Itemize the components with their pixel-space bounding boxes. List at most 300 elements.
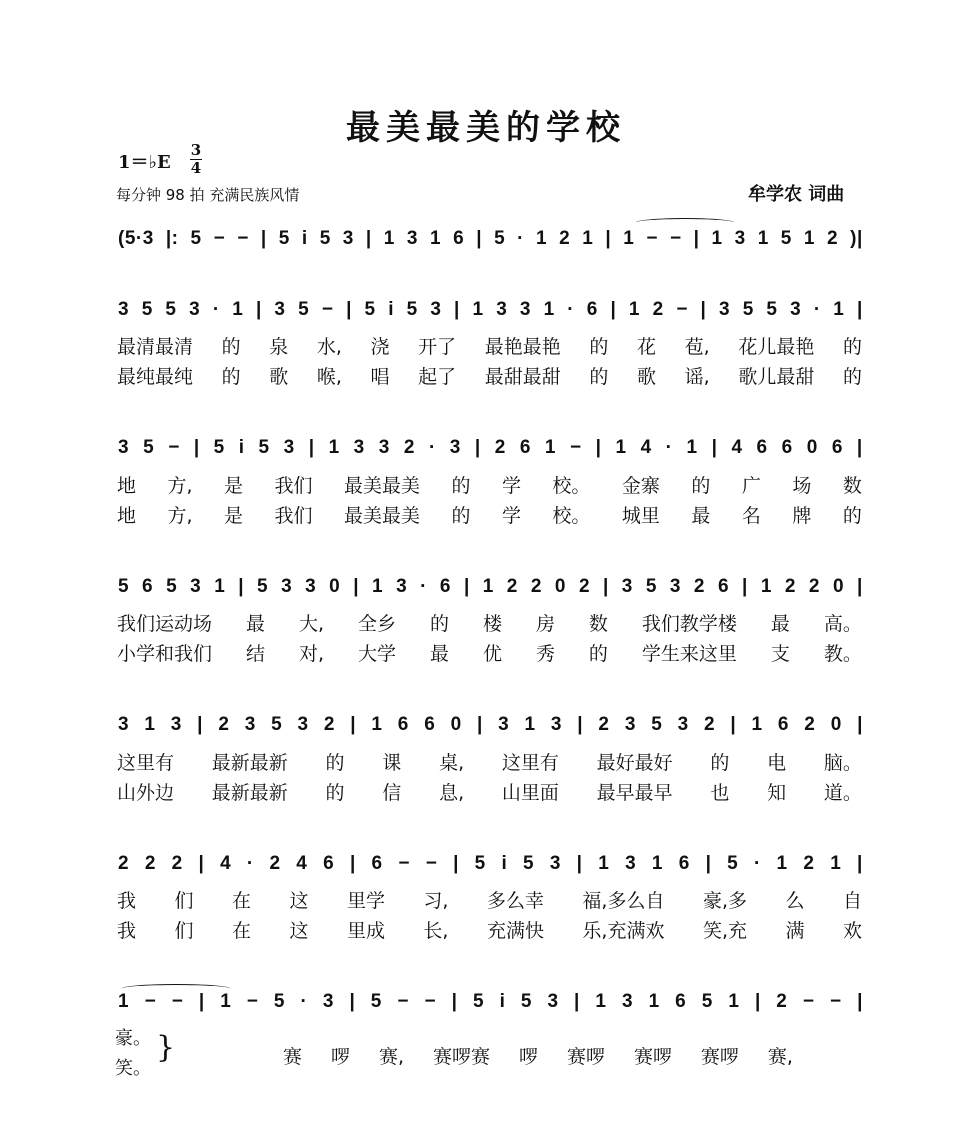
note-token: 1 <box>582 228 594 249</box>
note-token: 1 <box>760 576 772 597</box>
note-token: 5 <box>364 299 376 320</box>
lyric-syllable: 的 <box>325 782 345 804</box>
note-token: 6 <box>678 853 690 874</box>
note-token: 0 <box>450 714 462 735</box>
note-token: 3 <box>322 991 334 1012</box>
barline: | <box>857 714 863 735</box>
lyric-syllable: 在 <box>231 920 251 942</box>
barline: | <box>353 576 360 597</box>
note-token: 2 <box>559 228 571 249</box>
note-token: 1 <box>757 228 769 249</box>
note-token: 1 <box>383 228 395 249</box>
barline: | <box>711 437 718 458</box>
lyric-syllable: 地 <box>117 505 137 527</box>
note-token: 3 <box>118 299 130 320</box>
lyric-syllable: 学 <box>501 475 521 497</box>
note-token: 2 <box>776 991 788 1012</box>
note-token: 3 <box>118 437 130 458</box>
note-token: 5 <box>523 853 535 874</box>
note-token: − <box>830 991 842 1012</box>
note-token: − <box>213 228 226 249</box>
lyric-syllable: 么 <box>785 890 805 912</box>
note-token: 6 <box>781 437 793 458</box>
note-token: 5 <box>141 299 153 320</box>
note-token: 1 <box>598 853 610 874</box>
note-token: 3 <box>496 299 508 320</box>
note-token: 4 <box>220 853 232 874</box>
barline: | <box>260 228 267 249</box>
note-token: 5 <box>190 228 202 249</box>
barline: | <box>693 228 700 249</box>
note-token: 3 <box>498 714 510 735</box>
system-3-lyrics-verse-2 <box>117 501 862 528</box>
note-token: 3 <box>621 991 634 1012</box>
lyric-syllable: 方, <box>167 505 193 527</box>
note-token: 5 <box>406 299 418 320</box>
lyric-syllable: 最 <box>691 505 711 527</box>
note-token: 5 <box>257 576 269 597</box>
system-6-lyrics-verse-2 <box>117 916 862 943</box>
note-token: · <box>753 853 761 874</box>
lyric-syllable: 学生来这里 <box>641 643 737 665</box>
lyric-syllable: 啰 <box>518 1046 538 1068</box>
note-token: i <box>388 299 394 320</box>
barline: | <box>705 853 712 874</box>
note-token: 3 <box>669 576 681 597</box>
note-token: 3 <box>378 437 390 458</box>
lyric-syllable: 山里面 <box>501 782 559 804</box>
system-5-lyrics-verse-1 <box>117 748 862 775</box>
barline: |: <box>165 228 179 249</box>
note-token: 6 <box>453 228 465 249</box>
note-token: 3 <box>734 228 746 249</box>
note-token: 3 <box>519 299 531 320</box>
note-token: 2 <box>171 853 183 874</box>
note-token: (5·3 <box>118 228 154 249</box>
note-token: 1 <box>372 576 384 597</box>
lyric-syllable: 们 <box>174 890 194 912</box>
barline: | <box>730 714 737 735</box>
note-token: − <box>398 853 410 874</box>
lyric-syllable: 歌儿最甜 <box>738 366 815 388</box>
lyric-syllable: 的 <box>429 613 449 635</box>
lyric-syllable: 自 <box>842 890 862 912</box>
system-7-lyrics-end-1: 豪。 <box>115 1028 151 1049</box>
system-4-lyrics-verse-1 <box>117 609 862 636</box>
note-token: 3 <box>719 299 731 320</box>
lyric-syllable: 花儿最艳 <box>738 336 815 358</box>
note-token: 1 <box>628 299 640 320</box>
note-token: 6 <box>675 991 687 1012</box>
lyric-syllable: 满 <box>785 920 805 942</box>
lyric-syllable: 长, <box>423 920 449 942</box>
note-token: · <box>246 853 254 874</box>
note-token: − <box>802 991 815 1012</box>
lyric-syllable: 谣, <box>684 366 710 388</box>
note-token: 5 <box>645 576 657 597</box>
note-token: 2 <box>403 437 415 458</box>
lyric-syllable: 是 <box>224 505 244 527</box>
note-token: 3 <box>244 714 256 735</box>
lyric-syllable: 水, <box>316 336 342 358</box>
note-token: 2 <box>598 714 610 735</box>
barline: | <box>463 576 470 597</box>
note-token: 1 <box>615 437 627 458</box>
note-token: − <box>425 853 438 874</box>
lyric-syllable: 山外边 <box>117 782 175 804</box>
note-token: − <box>397 991 409 1012</box>
note-token: 2 <box>118 853 130 874</box>
lyric-syllable: 大学 <box>357 643 396 665</box>
note-token: 3 <box>550 714 562 735</box>
lyric-syllable: 校。 <box>552 505 591 527</box>
note-token: 5 <box>727 853 739 874</box>
lyric-syllable: 最 <box>429 643 449 665</box>
note-token: 6 <box>397 714 409 735</box>
note-token: 3 <box>677 714 689 735</box>
lyric-syllable: 方, <box>167 475 193 497</box>
barline: | <box>346 299 352 320</box>
key-signature: 1＝♭E <box>118 152 171 173</box>
barline: | <box>198 991 205 1012</box>
system-3-lyrics-verse-1 <box>117 471 862 498</box>
lyric-syllable: 对, <box>298 643 325 665</box>
barline: | <box>856 437 863 458</box>
note-token: 1 <box>144 714 156 735</box>
lyric-syllable: 知 <box>767 782 787 804</box>
lyric-syllable: 我 <box>117 890 137 912</box>
time-signature <box>190 143 202 176</box>
note-token: 2 <box>693 576 705 597</box>
note-token: 6 <box>831 437 843 458</box>
lyric-syllable: 赛啰 <box>700 1046 739 1068</box>
lyric-syllable: 房 <box>535 613 555 635</box>
lyric-syllable: 笑,充 <box>702 920 747 942</box>
lyric-syllable: 喉, <box>316 366 342 388</box>
note-token: i <box>238 437 245 458</box>
note-token: − <box>321 299 334 320</box>
note-token: 1 <box>776 853 788 874</box>
note-token: 0 <box>329 576 341 597</box>
lyric-syllable: 教。 <box>823 643 862 665</box>
note-token: 5 <box>520 991 532 1012</box>
lyric-syllable: 多么幸 <box>486 890 544 912</box>
note-token: 2 <box>323 714 335 735</box>
barline: | <box>577 714 584 735</box>
note-token: − <box>246 991 259 1012</box>
note-token: 1 <box>830 853 842 874</box>
note-token: 3 <box>624 714 636 735</box>
note-token: 5 <box>143 437 155 458</box>
lyric-syllable: 我们教学楼 <box>641 613 737 635</box>
barline: | <box>857 853 863 874</box>
note-token: 6 <box>142 576 154 597</box>
note-token: 5 <box>319 228 331 249</box>
note-token: 1 <box>728 991 740 1012</box>
note-token: − <box>424 991 437 1012</box>
note-token: − <box>237 228 249 249</box>
note-token: · <box>428 437 436 458</box>
note-token: 1 <box>220 991 232 1012</box>
note-token: 2 <box>218 714 230 735</box>
note-token: i <box>499 991 506 1012</box>
tempo-marking: 每分钟 98 拍 充满民族风情 <box>116 186 300 204</box>
note-token: − <box>171 991 184 1012</box>
barline: | <box>574 991 580 1012</box>
barline: | <box>476 228 483 249</box>
note-token: 1 <box>482 576 494 597</box>
lyric-syllable: 最美最美 <box>343 505 420 527</box>
note-token: 1 <box>833 299 845 320</box>
note-token: 0 <box>806 437 818 458</box>
note-token: 1 <box>232 299 244 320</box>
note-token: 1 <box>118 991 130 1012</box>
note-token: 2 <box>784 576 796 597</box>
note-token: 4 <box>296 853 308 874</box>
lyric-syllable: 这里有 <box>117 752 175 774</box>
note-token: 5 <box>766 299 778 320</box>
lyric-syllable: 浇 <box>370 336 390 358</box>
composer-credit: 牟学农 词曲 <box>748 184 845 205</box>
lyric-syllable: 这 <box>289 920 309 942</box>
note-token: 1 <box>623 228 635 249</box>
note-token: 3 <box>190 576 202 597</box>
note-token: 2 <box>652 299 664 320</box>
lyric-syllable: 最艳最艳 <box>484 336 561 358</box>
lyric-syllable: 的 <box>842 505 862 527</box>
lyric-syllable: 支 <box>770 643 790 665</box>
barline: | <box>700 299 707 320</box>
lyric-syllable: 的 <box>710 752 730 774</box>
note-token: 4 <box>731 437 743 458</box>
lyric-syllable: 最清最清 <box>117 336 194 358</box>
lyric-syllable: 高。 <box>823 613 862 635</box>
time-signature-bottom: 4 <box>190 159 202 177</box>
system-2-lyrics-verse-1 <box>117 332 862 359</box>
lyric-syllable: 的 <box>691 475 711 497</box>
note-token: − <box>646 228 658 249</box>
barline: | <box>198 853 205 874</box>
lyric-syllable: 数 <box>842 475 862 497</box>
note-token: 2 <box>269 853 281 874</box>
barline: )| <box>850 228 863 249</box>
lyric-syllable: 最新最新 <box>211 752 288 774</box>
lyric-syllable: 地 <box>117 475 137 497</box>
note-token: 3 <box>305 576 317 597</box>
verse-brace: } <box>156 1030 176 1065</box>
barline: | <box>754 991 761 1012</box>
note-token: 1 <box>686 437 698 458</box>
note-token: 5 <box>701 991 713 1012</box>
barline: | <box>197 714 203 735</box>
note-token: 1 <box>648 991 660 1012</box>
note-token: 5 <box>118 576 130 597</box>
lyric-syllable: 最 <box>245 613 265 635</box>
lyric-syllable: 的 <box>842 336 862 358</box>
lyric-syllable: 道。 <box>823 782 862 804</box>
lyric-syllable: 的 <box>221 366 241 388</box>
lyric-syllable: 充满快 <box>486 920 544 942</box>
note-token: 2 <box>506 576 518 597</box>
system-6-lyrics-verse-1 <box>117 886 862 913</box>
barline: | <box>349 991 356 1012</box>
barline: | <box>576 853 583 874</box>
lyric-syllable: 的 <box>221 336 241 358</box>
note-token: − <box>669 228 682 249</box>
note-token: i <box>501 853 508 874</box>
barline: | <box>238 576 245 597</box>
note-token: 1 <box>595 991 607 1012</box>
lyric-syllable: 欢 <box>842 920 862 942</box>
barline: | <box>476 714 483 735</box>
lyric-syllable: 最 <box>770 613 790 635</box>
note-token: 2 <box>578 576 591 597</box>
note-token: 5 <box>278 228 290 249</box>
lyric-syllable: 乐,充满欢 <box>582 920 665 942</box>
note-token: 5 <box>271 714 283 735</box>
note-token: · <box>567 299 575 320</box>
note-token: 1 <box>543 299 555 320</box>
note-token: 6 <box>424 714 436 735</box>
lyric-syllable: 的 <box>589 366 609 388</box>
lyric-syllable: 的 <box>451 505 471 527</box>
note-token: 6 <box>439 576 451 597</box>
note-token: 3 <box>283 437 295 458</box>
lyric-syllable: 的 <box>451 475 471 497</box>
note-token: 4 <box>640 437 652 458</box>
note-token: 5 <box>298 299 310 320</box>
note-token: 3 <box>625 853 637 874</box>
barline: | <box>365 228 372 249</box>
note-token: 5 <box>472 991 485 1012</box>
lyric-syllable: 的 <box>589 336 609 358</box>
lyric-syllable: 最美最美 <box>343 475 420 497</box>
note-token: 0 <box>830 714 842 735</box>
note-token: 2 <box>803 853 815 874</box>
system-6-notes <box>118 853 863 875</box>
barline: | <box>856 299 863 320</box>
lyric-syllable: 这里有 <box>501 752 559 774</box>
barline: | <box>857 576 863 597</box>
barline: | <box>742 576 748 597</box>
lyric-syllable: 优 <box>482 643 502 665</box>
lyric-syllable: 唱 <box>370 366 390 388</box>
lyric-syllable: 名 <box>741 505 761 527</box>
lyric-syllable: 息, <box>439 782 465 804</box>
note-token: 3 <box>549 853 561 874</box>
note-token: 2 <box>808 576 820 597</box>
system-7-notes <box>118 991 863 1013</box>
barline: | <box>453 853 459 874</box>
lyric-syllable: 福,多么自 <box>582 890 665 912</box>
lyric-syllable: 开了 <box>418 336 457 358</box>
note-token: 5 <box>474 853 486 874</box>
system-7-lyrics <box>283 1042 793 1069</box>
lyric-syllable: 苞, <box>684 336 710 358</box>
note-token: 1 <box>429 228 442 249</box>
lyric-syllable: 最纯最纯 <box>117 366 194 388</box>
note-token: 1 <box>214 576 226 597</box>
note-token: − <box>570 437 582 458</box>
note-token: 3 <box>790 299 802 320</box>
note-token: 2 <box>827 228 839 249</box>
note-token: 5 <box>651 714 663 735</box>
note-token: − <box>676 299 688 320</box>
note-token: 1 <box>651 853 663 874</box>
note-token: · <box>517 228 524 249</box>
system-2-lyrics-verse-2 <box>117 362 862 389</box>
note-token: i <box>301 228 308 249</box>
lyric-syllable: 楼 <box>482 613 502 635</box>
note-token: 3 <box>353 437 365 458</box>
lyric-syllable: 豪,多 <box>702 890 747 912</box>
note-token: 2 <box>494 437 506 458</box>
note-token: 5 <box>165 299 177 320</box>
lyric-syllable: 赛, <box>767 1046 793 1068</box>
lyric-syllable: 场 <box>792 475 812 497</box>
system-4-notes <box>118 576 863 598</box>
lyric-syllable: 歌 <box>637 366 657 388</box>
lyric-syllable: 我 <box>117 920 137 942</box>
barline: | <box>454 299 460 320</box>
time-signature-top: 3 <box>190 141 202 159</box>
note-token: 5 <box>742 299 754 320</box>
lyric-syllable: 我们 <box>274 505 313 527</box>
lyric-syllable: 数 <box>588 613 608 635</box>
lyric-syllable: 赛啰 <box>633 1046 672 1068</box>
note-token: · <box>665 437 673 458</box>
note-token: 3 <box>297 714 309 735</box>
barline: | <box>474 437 481 458</box>
barline: | <box>857 991 863 1012</box>
note-token: 1 <box>751 714 763 735</box>
lyric-syllable: 泉 <box>269 336 289 358</box>
barline: | <box>193 437 200 458</box>
note-token: 3 <box>281 576 293 597</box>
lyric-syllable: 城里 <box>621 505 660 527</box>
note-token: 5 <box>166 576 178 597</box>
lyric-syllable: 金寨 <box>621 475 660 497</box>
lyric-syllable: 的 <box>842 366 862 388</box>
note-token: 5 <box>370 991 382 1012</box>
barline: | <box>308 437 315 458</box>
note-token: 5 <box>780 228 792 249</box>
song-title: 最美最美的学校 <box>346 108 626 148</box>
lyric-syllable: 信 <box>382 782 402 804</box>
barline: | <box>610 299 617 320</box>
barline: | <box>605 228 612 249</box>
note-token: 0 <box>832 576 845 597</box>
lyric-syllable: 桌, <box>439 752 465 774</box>
lyric-syllable: 全乡 <box>357 613 396 635</box>
note-token: 5 <box>213 437 225 458</box>
note-token: 5 <box>273 991 285 1012</box>
lyric-syllable: 课 <box>382 752 402 774</box>
note-token: 2 <box>804 714 816 735</box>
note-token: · <box>300 991 308 1012</box>
note-token: 3 <box>406 228 418 249</box>
lyric-syllable: 我们运动场 <box>117 613 213 635</box>
note-token: 3 <box>547 991 559 1012</box>
lyric-syllable: 最好最好 <box>596 752 673 774</box>
note-token: · <box>813 299 821 320</box>
note-token: 1 <box>544 437 556 458</box>
lyric-syllable: 最新最新 <box>211 782 288 804</box>
note-token: 1 <box>472 299 484 320</box>
note-token: 1 <box>711 228 723 249</box>
lyric-syllable: 大, <box>298 613 325 635</box>
note-token: 5 <box>258 437 270 458</box>
